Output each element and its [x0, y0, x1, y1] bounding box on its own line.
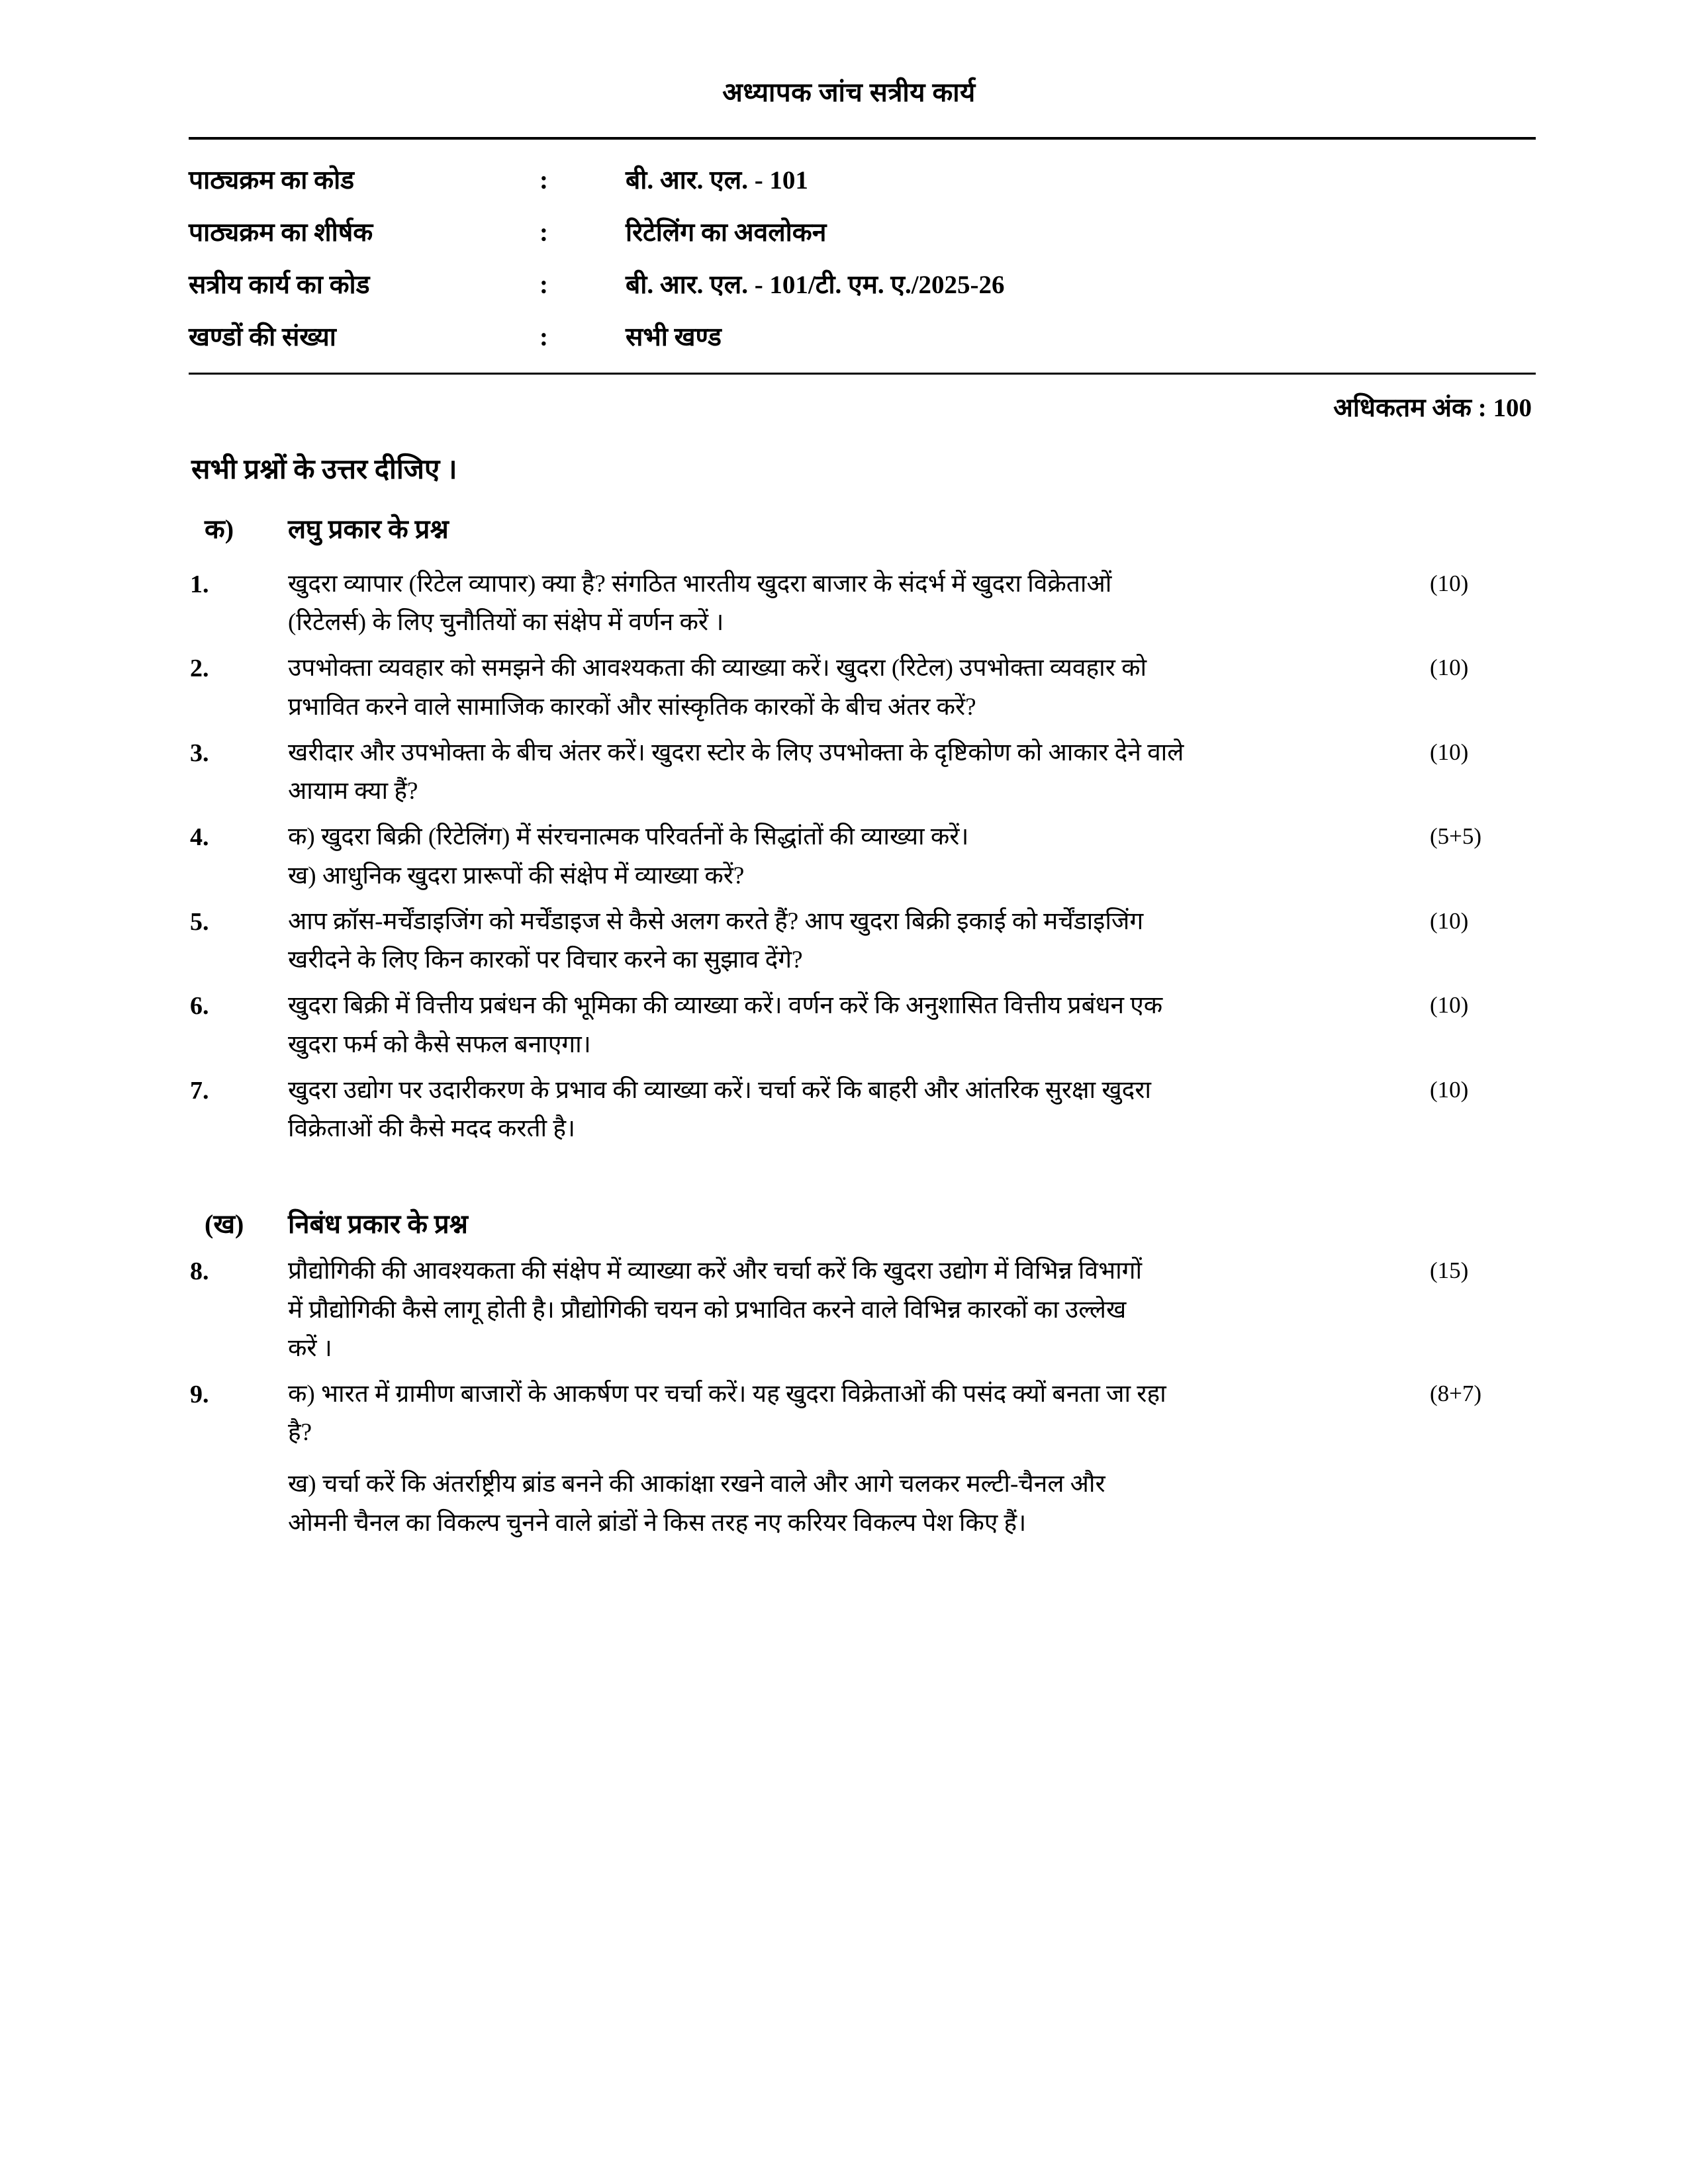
question-line: में प्रौद्योगिकी कैसे लागू होती है। प्रौद्योगिकी चयन को प्रभावित करने वाले विभिन्न कारकों का उल्लेख [288, 1296, 1127, 1324]
question-line: उपभोक्ता व्यवहार को समझने की आवश्यकता की व्याख्या करें। खुदरा (रिटेल) उपभोक्ता व्यवहार को [288, 655, 1147, 682]
question-number: 4. [190, 823, 209, 852]
question-marks: (8+7) [1430, 1380, 1482, 1406]
question-line: प्रौद्योगिकी की आवश्यकता की संक्षेप में व्याख्या करें और चर्चा करें कि खुदरा उद्योग में विभिन्न विभागों [288, 1257, 1143, 1285]
course-title-label: पाठ्यक्रम का शीर्षक [189, 218, 373, 247]
question-line: विक्रेताओं की कैसे मदद करती है। [288, 1115, 576, 1143]
header-rule-top [189, 137, 1536, 140]
question-marks: (5+5) [1430, 823, 1482, 850]
max-marks: अधिकतम अंक : 100 [1333, 394, 1532, 422]
course-code-label: पाठ्यक्रम का कोड [189, 166, 355, 195]
question-text [288, 987, 1423, 1063]
question-line: ख) आधुनिक खुदरा प्रारूपों की संक्षेप में व्याख्या करें? [288, 862, 745, 889]
question-marks: (10) [1430, 739, 1469, 765]
section-marker-kha: (ख) [205, 1209, 244, 1240]
question-line: क) खुदरा बिक्री (रिटेलिंग) में संरचनात्मक परिवर्तनों के सिद्धांतों की व्याख्या करें। [288, 823, 969, 851]
question-list-short-answer [189, 566, 1536, 1148]
question-number: 6. [190, 992, 209, 1021]
course-title-value: रिटेलिंग का अवलोकन [626, 218, 827, 247]
blocks-count-colon: : [539, 323, 548, 351]
course-code-value: बी. आर. एल. - 101 [626, 166, 808, 195]
question-line: खुदरा बिक्री में वित्तीय प्रबंधन की भूमिका की व्याख्या करें। वर्णन करें कि अनुशासित वित्तीय प्रबंधन एक [288, 992, 1163, 1020]
question-line: खरीदने के लिए किन कारकों पर विचार करने का सुझाव देंगे? [288, 946, 803, 974]
question-line: आप क्रॉस-मर्चेंडाइजिंग को मर्चेंडाइज से कैसे अलग करते हैं? आप खुदरा बिक्री इकाई को मर्चेंडाइजिंग [288, 907, 1144, 935]
section-heading-essay [189, 1205, 1536, 1241]
question-number: 5. [190, 907, 209, 936]
question-marks: (10) [1430, 570, 1469, 596]
assignment-code-label: सत्रीय कार्य का कोड [189, 271, 370, 299]
question-text [288, 735, 1423, 810]
question-line: खरीदार और उपभोक्ता के बीच अंतर करें। खुदरा स्टोर के लिए उपभोक्ता के दृष्टिकोण को आकार देने वाले [288, 739, 1184, 766]
question-line: खुदरा व्यापार (रिटेल व्यापार) क्या है? संगठित भारतीय खुदरा बाजार के संदर्भ में खुदरा विक्रेताओं [288, 570, 1112, 598]
question-line: ख) चर्चा करें कि अंतर्राष्ट्रीय ब्रांड बनने की आकांक्षा रखने वाले और आगे चलकर मल्टी-चैनल और [288, 1471, 1105, 1498]
course-meta-block [189, 153, 1536, 373]
assignment-code-value: बी. आर. एल. - 101/टी. एम. ए./2025-26 [626, 271, 1005, 299]
question-marks: (10) [1430, 907, 1469, 934]
question-number: 1. [190, 570, 209, 598]
question-list-essay [189, 1253, 1536, 1542]
question-number: 9. [190, 1380, 209, 1408]
question-line: ओमनी चैनल का विकल्प चुनने वाले ब्रांडों ने किस तरह नए करियर विकल्प पेश किए हैं। [288, 1509, 1027, 1537]
question-item-3 [189, 735, 1536, 810]
section-label-essay: निबंध प्रकार के प्रश्न [288, 1209, 468, 1240]
section-label-short-answer: लघु प्रकार के प्रश्न [288, 514, 449, 544]
question-number: 7. [190, 1076, 209, 1105]
question-item-5 [189, 903, 1536, 979]
question-text [288, 819, 1423, 894]
question-line: करें । [288, 1334, 332, 1362]
table-row [189, 257, 1536, 310]
question-line: खुदरा फर्म को कैसे सफल बनाएगा। [288, 1030, 591, 1058]
blocks-count-label: खण्डों की संख्या [189, 323, 336, 351]
question-line: (रिटेलर्स) के लिए चुनौतियों का संक्षेप में वर्णन करें । [288, 609, 724, 637]
course-title-colon: : [539, 218, 548, 247]
blocks-count-value: सभी खण्ड [626, 323, 722, 351]
section-heading-short-answer [189, 510, 1536, 546]
question-marks: (10) [1430, 655, 1469, 681]
header-rule-bottom [189, 373, 1536, 375]
course-meta-table [189, 153, 1536, 362]
assignment-code-colon: : [539, 271, 548, 299]
question-line: है? [288, 1419, 312, 1447]
question-item-9 [189, 1376, 1536, 1542]
question-item-6 [189, 987, 1536, 1063]
question-marks: (10) [1430, 1076, 1469, 1103]
page-title: अध्यापक जांच सत्रीय कार्य [722, 77, 976, 107]
question-item-2 [189, 650, 1536, 725]
table-row [189, 205, 1536, 257]
question-text [288, 566, 1423, 641]
table-row [189, 310, 1536, 362]
question-line: क) भारत में ग्रामीण बाजारों के आकर्षण पर चर्चा करें। यह खुदरा विक्रेताओं की पसंद क्यों बनता जा रहा [288, 1380, 1166, 1408]
section-marker-ka: क) [205, 514, 234, 544]
question-item-1 [189, 566, 1536, 641]
question-line: प्रभावित करने वाले सामाजिक कारकों और सांस्कृतिक कारकों के बीच अंतर करें? [288, 693, 976, 721]
question-text [288, 650, 1423, 725]
question-text [288, 1376, 1423, 1542]
question-text [288, 1253, 1423, 1367]
question-item-8 [189, 1253, 1536, 1367]
question-number: 3. [190, 739, 209, 767]
answer-all-instruction: सभी प्रश्नों के उत्तर दीजिए । [191, 455, 457, 485]
question-line: खुदरा उद्योग पर उदारीकरण के प्रभाव की व्याख्या करें। चर्चा करें कि बाहरी और आंतरिक सुरक्षा खुदरा [288, 1076, 1151, 1104]
question-number: 8. [190, 1257, 209, 1286]
question-item-4 [189, 819, 1536, 894]
question-text [288, 1072, 1423, 1148]
question-number: 2. [190, 655, 209, 683]
question-marks: (15) [1430, 1257, 1469, 1284]
question-text [288, 903, 1423, 979]
course-code-colon: : [539, 166, 548, 195]
question-marks: (10) [1430, 992, 1469, 1019]
question-item-7 [189, 1072, 1536, 1148]
table-row [189, 153, 1536, 205]
question-line: आयाम क्या हैं? [288, 778, 418, 805]
